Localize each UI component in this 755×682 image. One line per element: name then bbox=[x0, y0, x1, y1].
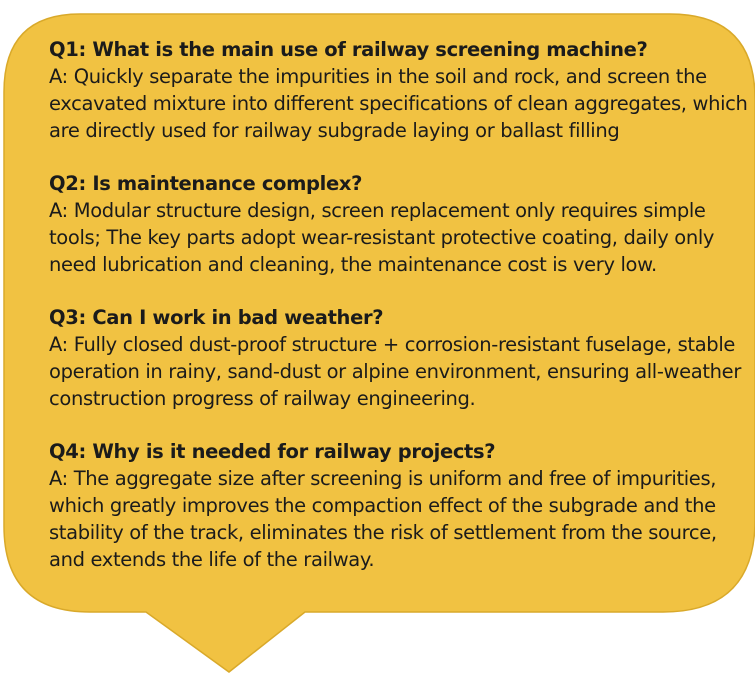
faq-question: Q3: Can I work in bad weather? bbox=[49, 306, 384, 329]
faq-question: Q2: Is maintenance complex? bbox=[49, 172, 363, 195]
faq-item-q2 bbox=[49, 170, 749, 278]
faq-answer: A: Fully closed dust-proof structure + corrosion-resistant fuselage, stable operation in rainy, sand-dust or alpine environment, ensuring all-weather construction progress of railway engineering. bbox=[49, 333, 741, 410]
faq-item-q3 bbox=[49, 304, 749, 412]
faq-question: Q1: What is the main use of railway screening machine? bbox=[49, 38, 648, 61]
faq-question: Q4: Why is it needed for railway projects? bbox=[49, 440, 496, 463]
faq-answer: A: Modular structure design, screen replacement only requires simple tools; The key parts adopt wear-resistant protective coating, daily only need lubrication and cleaning, the maintenance cost is very low. bbox=[49, 199, 715, 276]
faq-item-q4 bbox=[49, 438, 749, 573]
faq-list bbox=[49, 36, 749, 599]
faq-answer: A: The aggregate size after screening is uniform and free of impurities, which greatly improves the compaction effect of the subgrade and the stability of the track, eliminates the risk of settlement from the source, and extends the life of the railway. bbox=[49, 467, 717, 571]
faq-answer: A: Quickly separate the impurities in the soil and rock, and screen the excavated mixture into different specifications of clean aggregates, which are directly used for railway subgrade laying or ballast filling bbox=[49, 65, 748, 142]
faq-item-q1 bbox=[49, 36, 749, 144]
